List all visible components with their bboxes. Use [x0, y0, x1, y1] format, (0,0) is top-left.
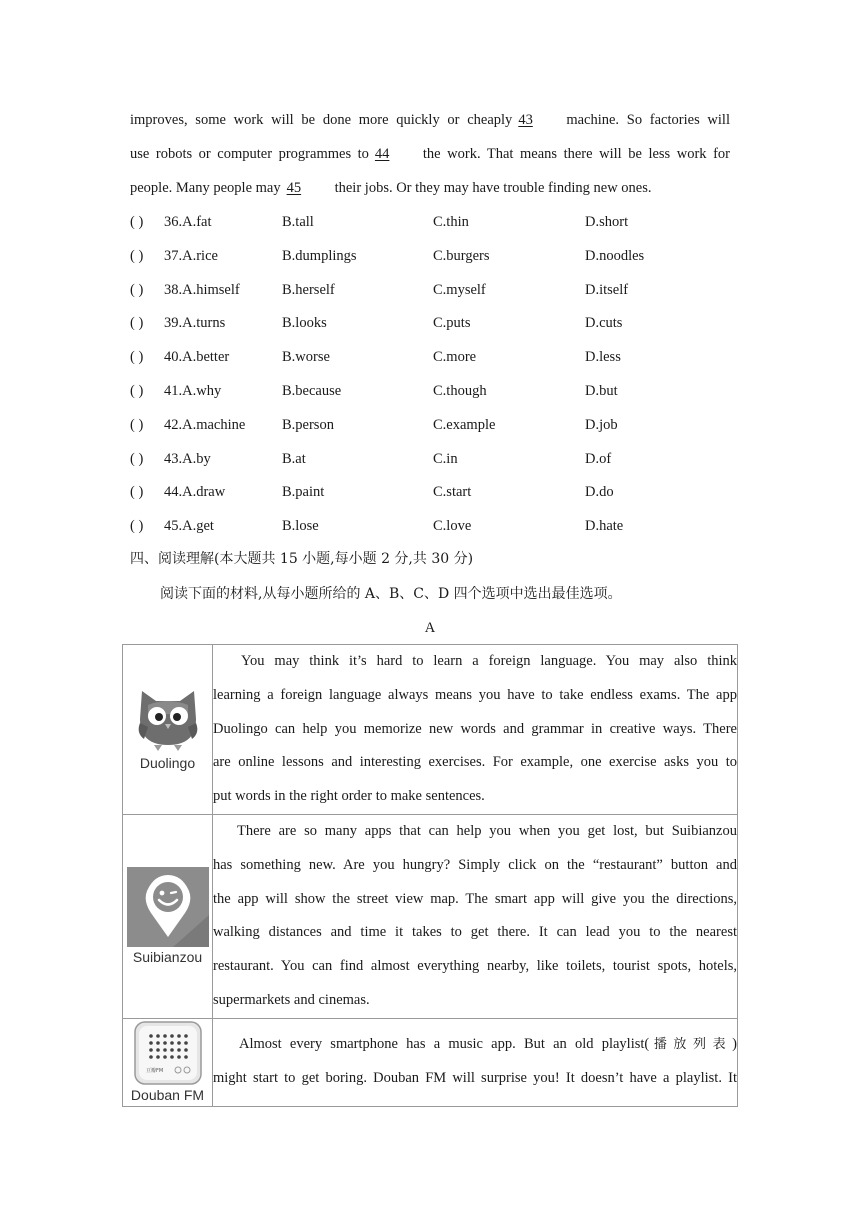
option-b: B.person — [282, 416, 334, 433]
douban-fm-logo — [123, 1021, 212, 1103]
text-line: Duolingo can help you memorize new words and grammar in creative ways. There — [213, 720, 737, 737]
option-b: B.worse — [282, 349, 330, 366]
option-d: D.cuts — [585, 315, 623, 332]
app-description — [213, 1018, 738, 1106]
option-c: C.in — [433, 450, 458, 467]
section-title: 四、阅读理解(本大题共 15 小题,每小题 2 分,共 30 分) — [130, 551, 474, 567]
question-row — [130, 476, 730, 510]
option-c: C.thin — [433, 214, 469, 230]
answer-bracket: ( ) — [130, 382, 144, 399]
text-segment: ) — [732, 1036, 737, 1053]
passage-text: use robots or computer programmes to — [130, 145, 369, 162]
option-a: 43.A.by — [164, 450, 211, 467]
answer-bracket: ( ) — [130, 484, 144, 501]
text-line: the app will show the street view map. The smart app will give you the directions, — [213, 890, 737, 907]
text-line: walking distances and time it takes to get there. It can lead you to the nearest — [213, 924, 737, 941]
question-row — [130, 206, 730, 240]
option-c: C.burgers — [433, 247, 490, 264]
text-line: has something new. Are you hungry? Simply click on the “restaurant” button and — [213, 856, 737, 873]
answer-bracket: ( ) — [130, 214, 144, 230]
text-line — [213, 1028, 737, 1062]
question-row — [130, 510, 730, 544]
option-a: 41.A.why — [164, 382, 222, 399]
apps-table — [122, 644, 738, 1107]
question-row — [130, 443, 730, 477]
option-b: B.herself — [282, 281, 335, 298]
question-options-list — [130, 206, 730, 544]
option-a: 45.A.get — [164, 518, 214, 535]
option-b: B.looks — [282, 315, 327, 332]
option-c: C.though — [433, 382, 487, 399]
text-segment-cjk: 播放列表 — [649, 1037, 733, 1053]
answer-bracket: ( ) — [130, 247, 144, 264]
text-line: put words in the right order to make sentences. — [213, 788, 485, 805]
passage-line — [130, 138, 730, 172]
option-a: 39.A.turns — [164, 315, 226, 332]
option-d: D.but — [585, 382, 618, 399]
answer-bracket: ( ) — [130, 518, 144, 535]
option-c: C.puts — [433, 315, 471, 332]
question-row — [130, 341, 730, 375]
answer-bracket: ( ) — [130, 315, 144, 332]
blank-43: 43 — [518, 112, 533, 128]
app-description — [213, 645, 738, 815]
option-d: D.hate — [585, 518, 624, 535]
answer-bracket: ( ) — [130, 450, 144, 467]
app-row-duolingo — [123, 645, 738, 815]
passage-label: A — [424, 620, 436, 636]
option-d: D.itself — [585, 281, 629, 298]
text-line: There are so many apps that can help you when you get lost, but Suibianzou — [237, 822, 737, 839]
map-pin-smiley-icon — [127, 867, 209, 947]
text-line: restaurant. You can find almost everything nearby, like toilets, tourist spots, hotels, — [213, 958, 737, 975]
option-c: C.example — [433, 416, 496, 433]
option-a: 40.A.better — [164, 349, 230, 366]
passage-line — [130, 104, 730, 138]
owl-icon — [136, 687, 200, 753]
option-b: B.lose — [282, 518, 319, 535]
logo-label: Douban FM — [130, 1087, 205, 1104]
option-b: B.at — [282, 450, 306, 467]
option-c: C.start — [433, 484, 472, 501]
icon-caption: 豆瓣FM — [145, 1068, 163, 1075]
option-c: C.myself — [433, 281, 486, 298]
option-d: D.job — [585, 416, 618, 433]
radio-speaker-icon — [134, 1021, 202, 1085]
option-d: D.of — [585, 450, 612, 467]
option-c: C.love — [433, 518, 472, 535]
option-a: 44.A.draw — [164, 484, 226, 501]
cloze-passage-end — [130, 104, 730, 205]
option-b: B.tall — [282, 214, 314, 230]
text-line: learning a foreign language always means you have to take endless exams. The app — [213, 686, 737, 703]
app-row-douban-fm — [123, 1018, 738, 1106]
duolingo-logo — [123, 687, 212, 771]
option-b: B.because — [282, 382, 342, 399]
question-row — [130, 375, 730, 409]
text-segment: Almost every smartphone has a music app. But an old playlist( — [239, 1036, 650, 1053]
option-a: 38.A.himself — [164, 281, 240, 298]
option-b: B.dumplings — [282, 247, 357, 264]
passage-line — [130, 172, 730, 206]
question-row — [130, 240, 730, 274]
passage-text: their jobs. Or they may have trouble finding new ones. — [334, 179, 652, 196]
option-b: B.paint — [282, 484, 325, 501]
text-line: are online lessons and interesting exercises. For example, one exercise asks you to — [213, 754, 737, 771]
logo-cell — [123, 1018, 213, 1106]
question-row — [130, 307, 730, 341]
blank-45: 45 — [286, 179, 302, 196]
logo-cell — [123, 814, 213, 1018]
option-a: 36.A.fat — [164, 214, 212, 230]
section-instruction: 阅读下面的材料,从每小题所给的 A、B、C、D 四个选项中选出最佳选项。 — [160, 586, 622, 602]
text-line: You may think it’s hard to learn a foreign language. You may also think — [241, 653, 737, 669]
logo-label: Suibianzou — [132, 949, 203, 966]
app-row-suibianzou — [123, 814, 738, 1018]
blank-44: 44 — [374, 145, 390, 162]
logo-cell — [123, 645, 213, 815]
passage-text: machine. So factories will — [566, 112, 730, 128]
question-row — [130, 274, 730, 308]
passage-text: people. Many people may — [130, 179, 281, 196]
passage-text: improves, some work will be done more quickly or cheaply — [130, 112, 513, 128]
option-d: D.less — [585, 349, 621, 366]
answer-bracket: ( ) — [130, 349, 144, 366]
option-a: 42.A.machine — [164, 416, 246, 433]
app-description — [213, 814, 738, 1018]
option-a: 37.A.rice — [164, 247, 218, 264]
option-c: C.more — [433, 349, 477, 366]
text-line: supermarkets and cinemas. — [213, 991, 370, 1008]
option-d: D.do — [585, 484, 614, 501]
question-row — [130, 409, 730, 443]
text-line: might start to get boring. Douban FM will surprise you! It doesn’t have a playlist. It — [213, 1070, 737, 1087]
option-d: D.noodles — [585, 247, 645, 264]
suibianzou-logo — [123, 867, 212, 965]
logo-label: Duolingo — [139, 755, 196, 772]
passage-text: the work. That means there will be less work for — [422, 145, 730, 162]
answer-bracket: ( ) — [130, 416, 144, 433]
answer-bracket: ( ) — [130, 281, 144, 298]
option-d: D.short — [585, 214, 629, 230]
